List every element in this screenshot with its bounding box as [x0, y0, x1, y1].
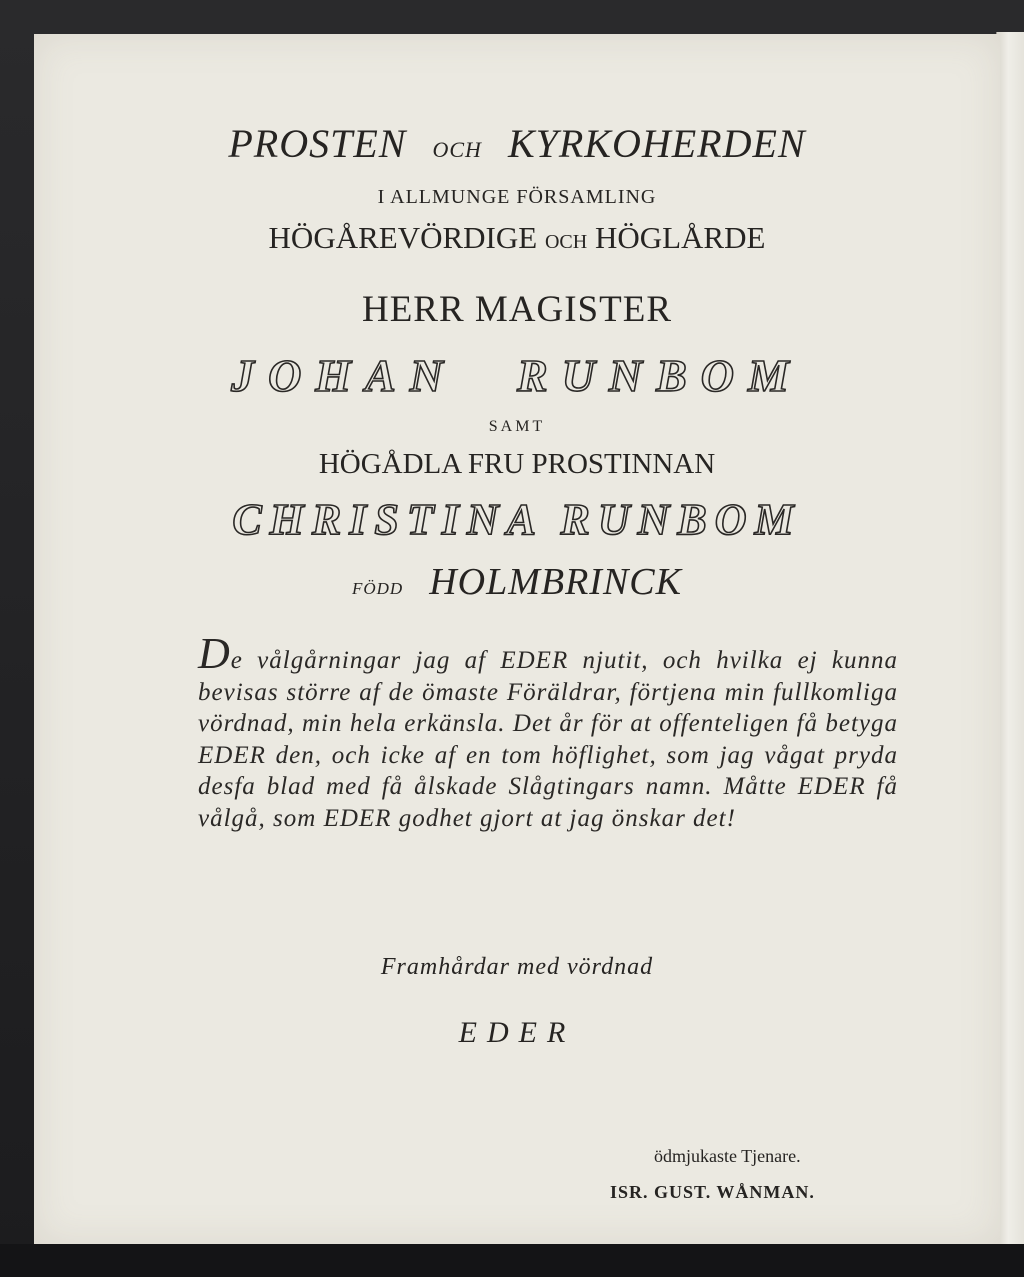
next-page-edge: [996, 32, 1024, 1246]
name-christina-runbom: [34, 494, 1000, 545]
honorific-right: HÖGLÅRDE: [594, 220, 766, 255]
dedication-body: [198, 629, 898, 834]
name1-last: RUNBOM: [516, 350, 803, 401]
body-paragraph: e vålgårningar jag af EDER njutit, och hvilka ej kunna bevisas större af de ömaste Föräldrar, förtjena min fullkomliga vördnad, min hela erkänsla. Det år för at offenteligen få betyga EDER den, och icke af en tom höflighet, som jag vågat pryda desfa blad med få ålskade Slågtingars namn. Måtte EDER få vålgå, som EDER godhet gjort at jag önskar det!: [198, 647, 898, 832]
honorific-left: HÖGÅREVÖRDIGE: [268, 220, 538, 255]
title-provost: PROSTEN: [228, 121, 407, 166]
title-vicar: KYRKOHERDEN: [507, 121, 806, 166]
name2-last: RUNBOM: [560, 495, 802, 544]
title-och: OCH: [432, 137, 482, 162]
drop-cap: D: [198, 629, 231, 678]
samt-line: SAMT: [488, 418, 546, 435]
name2-first: CHRISTINA: [232, 495, 542, 544]
fodd-label: FÖDD: [351, 579, 404, 598]
closing-eder: EDER: [458, 1016, 576, 1049]
book-page: [34, 34, 1000, 1244]
signature-name: ISR. GUST. WÅNMAN.: [610, 1182, 815, 1202]
herr-magister: HERR MAGISTER: [361, 289, 673, 330]
fodd-name: HOLMBRINCK: [429, 561, 682, 603]
parish-line: I ALLMUNGE FÖRSAMLING: [377, 186, 657, 208]
servant-line: ödmjukaste Tjenare.: [654, 1146, 801, 1166]
fodd-line: [34, 560, 1000, 604]
honorific-line: [34, 220, 1000, 256]
scan-bottom-border: [0, 1244, 1024, 1277]
fru-line: HÖGÅDLA FRU PROSTINNAN: [318, 448, 716, 480]
dedication-title: [34, 120, 1000, 167]
name-johan-runbom: [34, 349, 1000, 402]
closing-line: Framhårdar med vördnad: [380, 954, 654, 980]
honorific-och: OCH: [544, 231, 588, 253]
name1-first: JOHAN: [231, 350, 457, 401]
